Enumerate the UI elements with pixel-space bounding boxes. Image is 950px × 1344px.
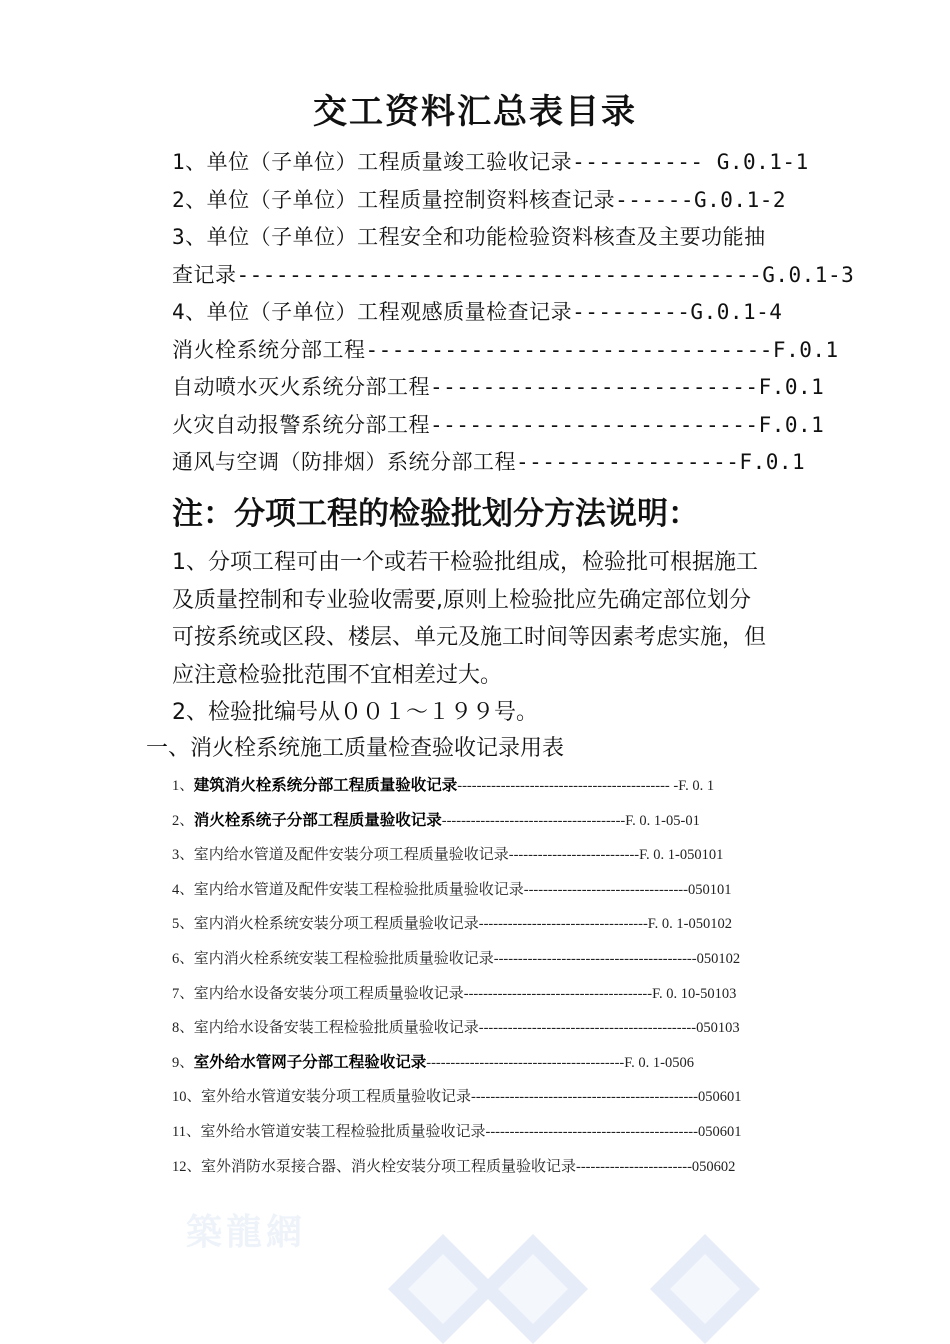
toc-line: 4、单位（子单位）工程观感质量检查记录---------G.0.1-4: [172, 300, 783, 324]
list-item: 11、室外给水管道安装工程检验批质量验收记录--------------------------------------------050601: [172, 1121, 742, 1140]
toc-line: 通风与空调（防排烟）系统分部工程-----------------F.0.1: [172, 450, 806, 474]
toc-line: 消火栓系统分部工程-------------------------------F.0.1: [172, 337, 839, 362]
record-list: [172, 768, 822, 1183]
list-item: 5、室内消火栓系统安装分项工程质量验收记录-----------------------------------F. 0. 1-050102: [172, 914, 733, 933]
note-line: 2、检验批编号从００１～１９９号。: [172, 700, 538, 725]
list-item: 7、室内给水设备安装分项工程质量验收记录---------------------------------------F. 0. 10-50103: [172, 983, 737, 1002]
page-title: 交工资料汇总表目录: [313, 92, 637, 132]
toc-line: 火灾自动报警系统分部工程-------------------------F.0.1: [172, 412, 825, 437]
toc-line: 2、单位（子单位）工程质量控制资料核查记录------G.0.1-2: [172, 187, 787, 212]
toc-line: 自动喷水灭火系统分部工程-------------------------F.0.1: [172, 375, 825, 399]
note-title: 注：分项工程的检验批划分方法说明：: [172, 496, 699, 532]
list-item: 9、室外给水管网子分部工程验收记录-----------------------------------------F. 0. 1-0506: [172, 1052, 694, 1071]
summary-toc: [172, 144, 855, 482]
list-item: 3、室内给水管道及配件安装分项工程质量验收记录---------------------------F. 0. 1-050101: [172, 845, 724, 864]
list-item: 10、室外给水管道安装分项工程质量验收记录-----------------------------------------------050601: [172, 1087, 742, 1106]
section-heading: 一、消火栓系统施工质量检查验收记录用表: [146, 736, 565, 761]
note-line: 应注意检验批范围不宜相差过大。: [172, 662, 503, 688]
note-body: [172, 544, 822, 732]
list-item: 6、室内消火栓系统安装工程检验批质量验收记录------------------------------------------050102: [172, 948, 741, 967]
list-item: 12、室外消防水泵接合器、消火栓安装分项工程质量验收记录------------------------050602: [172, 1156, 736, 1175]
toc-line: 1、单位（子单位）工程质量竣工验收记录---------- G.0.1-1: [172, 150, 809, 174]
toc-line: 3、单位（子单位）工程安全和功能检验资料核查及主要功能抽: [172, 225, 766, 249]
list-item: 2、消火栓系统子分部工程质量验收记录--------------------------------------F. 0. 1-05-01: [172, 810, 700, 829]
list-item: 1、建筑消火栓系统分部工程质量验收记录-------------------------------------------- -F. 0. 1: [172, 776, 715, 794]
list-item: 8、室内给水设备安装工程检验批质量验收记录---------------------------------------------050103: [172, 1018, 740, 1037]
note-line: 可按系统或区段、楼层、单元及施工时间等因素考虑实施，但: [172, 625, 767, 650]
toc-line: 查记录----------------------------------------G.0.1-3: [172, 262, 855, 287]
list-item: 4、室内给水管道及配件安装工程检验批质量验收记录----------------------------------050101: [172, 879, 732, 898]
watermark-text: 築龍網: [186, 1211, 307, 1253]
watermark-logo-icon: [650, 1234, 760, 1344]
note-line: 1、分项工程可由一个或若干检验批组成，检验批可根据施工: [172, 550, 758, 575]
note-line: 及质量控制和专业验收需要,原则上检验批应先确定部位划分: [172, 587, 751, 613]
watermark-logo-icon: [478, 1234, 588, 1344]
